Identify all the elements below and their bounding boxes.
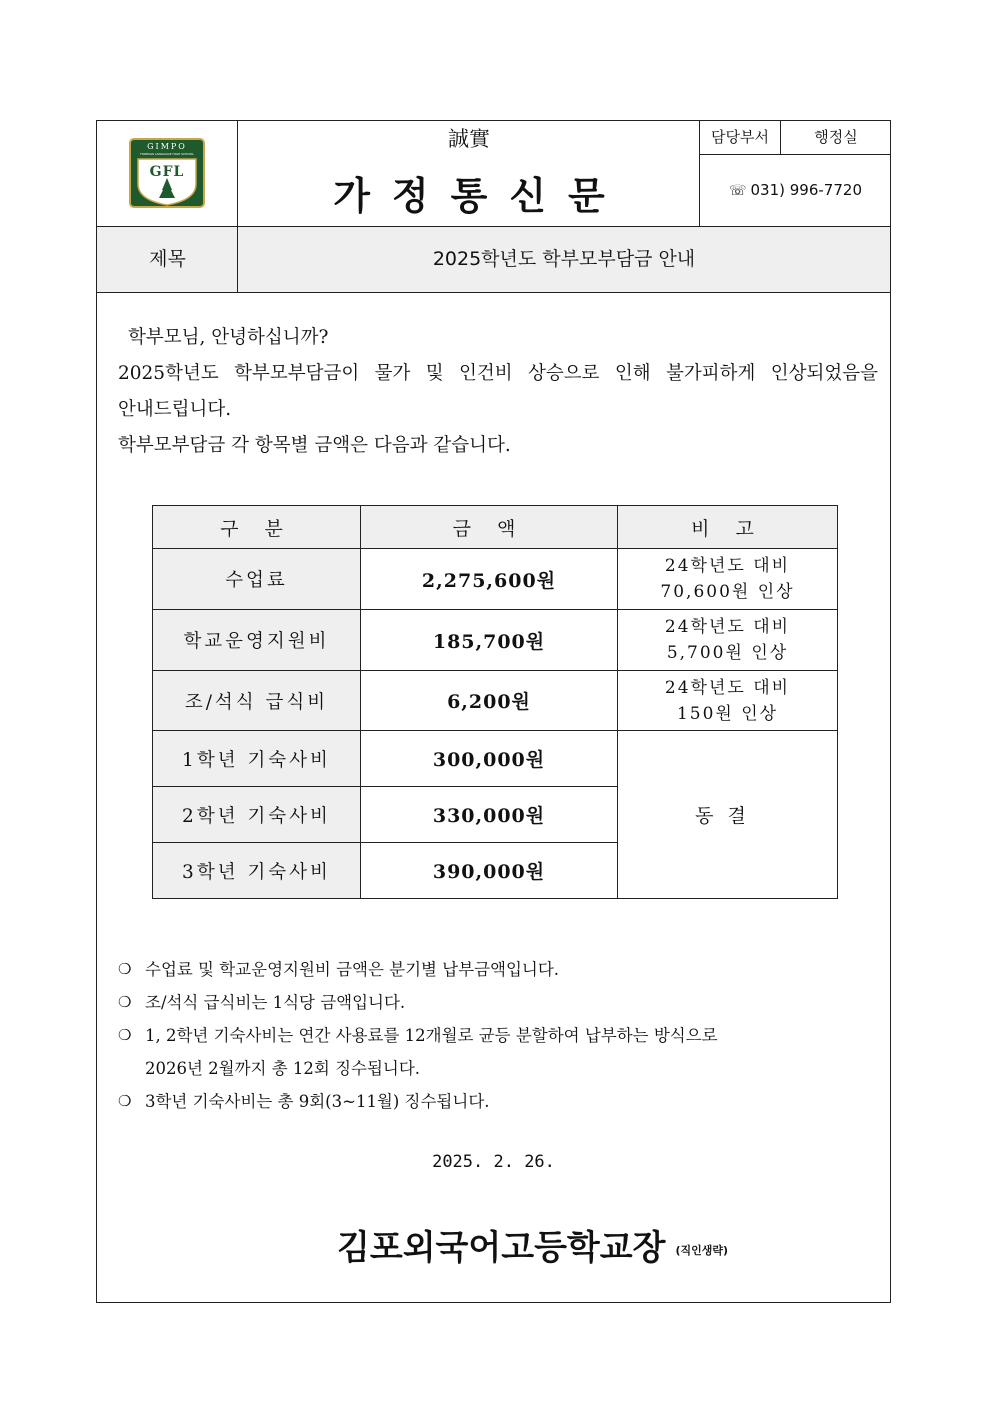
subject-title: 2025학년도 학부모부담금 안내 xyxy=(432,248,696,270)
hollow-circle-bullet-icon: ❍ xyxy=(118,1026,132,1044)
fee-category: 수업료 xyxy=(153,549,361,610)
principal-signature xyxy=(337,1220,728,1269)
table-row xyxy=(153,549,838,610)
table-header-row xyxy=(153,506,838,549)
note-line: 24학년도 대비 xyxy=(664,617,791,637)
fee-note xyxy=(618,610,838,671)
note-line: 24학년도 대비 xyxy=(664,677,791,698)
phone-number: 031) 996-7720 xyxy=(750,181,862,199)
note-text: 2026년 2월까지 총 12회 징수됩니다. xyxy=(145,1059,421,1078)
hollow-circle-bullet-icon: ❍ xyxy=(118,1092,132,1110)
fee-category: 조/석식 급식비 xyxy=(153,671,361,731)
hollow-circle-bullet-icon: ❍ xyxy=(118,993,132,1011)
fee-category: 3학년 기숙사비 xyxy=(153,843,361,899)
greeting: 학부모님, 안녕하십니까? xyxy=(128,327,329,348)
school-logo xyxy=(129,138,205,208)
note-line: 70,600원 인상 xyxy=(660,582,795,602)
note-text: 3학년 기숙사비는 총 9회(3~11월) 징수됩니다. xyxy=(145,1092,490,1111)
merged-note-frozen: 동결 xyxy=(618,731,838,899)
list-item xyxy=(118,1085,858,1118)
fee-amount: 185,700원 xyxy=(361,610,618,671)
note-line: 5,700원 인상 xyxy=(666,643,789,663)
fee-category: 학교운영지원비 xyxy=(153,610,361,671)
fee-amount: 2,275,600원 xyxy=(361,549,618,610)
fee-amount: 390,000원 xyxy=(361,843,618,899)
table-row xyxy=(153,610,838,671)
list-item xyxy=(118,953,858,986)
note-line: 150원 인상 xyxy=(676,703,779,724)
contact-phone xyxy=(700,155,891,225)
seal-omitted-note: (직인생략) xyxy=(675,1243,729,1257)
logo-top-text: GIMPO xyxy=(147,142,187,151)
list-item xyxy=(118,986,858,1019)
school-motto: 誠實 xyxy=(448,127,490,151)
note-text: 조/석식 급식비는 1식당 금액입니다. xyxy=(145,993,406,1012)
fee-category: 2학년 기숙사비 xyxy=(153,787,361,843)
body-line: 학부모부담금 각 항목별 금액은 다음과 같습니다. xyxy=(118,435,511,456)
department-value: 행정실 xyxy=(814,128,858,146)
hollow-circle-bullet-icon: ❍ xyxy=(118,960,132,978)
table-row xyxy=(153,731,838,787)
note-text: 1, 2학년 기숙사비는 연간 사용료를 12개월로 균등 분할하여 납부하는 방식으로 xyxy=(145,1026,718,1045)
column-header: 구 분 xyxy=(153,506,361,549)
notes-list xyxy=(118,953,858,1118)
telephone-icon: ☏ xyxy=(729,183,747,199)
body-line: 2025학년도 학부모부담금이 물가 및 인건비 상승으로 인해 불가피하게 인상되었음을 xyxy=(118,363,878,384)
department-label: 담당부서 xyxy=(711,128,769,146)
logo-initials: GFL xyxy=(149,164,185,180)
subject-divider xyxy=(97,292,890,293)
fee-amount: 6,200원 xyxy=(361,671,618,731)
fee-note xyxy=(618,671,838,731)
column-header: 금 액 xyxy=(361,506,618,549)
fee-table xyxy=(152,505,838,899)
table-row xyxy=(153,671,838,731)
note-line: 24학년도 대비 xyxy=(664,556,791,576)
logo-sub-text: FOREIGN LANGUAGE HIGH SCHOOL xyxy=(140,152,194,156)
body-line: 안내드립니다. xyxy=(118,399,232,420)
fee-note xyxy=(618,549,838,610)
note-text: 수업료 및 학교운영지원비 금액은 분기별 납부금액입니다. xyxy=(145,960,560,979)
issue-date: 2025. 2. 26. xyxy=(432,1152,555,1172)
signature-name: 김포외국어고등학교장 xyxy=(337,1228,666,1268)
letter-body xyxy=(118,320,878,464)
column-header: 비 고 xyxy=(618,506,838,549)
list-item xyxy=(118,1019,858,1085)
page-title: 가정통신문 xyxy=(333,174,627,218)
fee-amount: 330,000원 xyxy=(361,787,618,843)
fee-amount: 300,000원 xyxy=(361,731,618,787)
subject-label: 제목 xyxy=(149,248,186,270)
fee-category: 1학년 기숙사비 xyxy=(153,731,361,787)
